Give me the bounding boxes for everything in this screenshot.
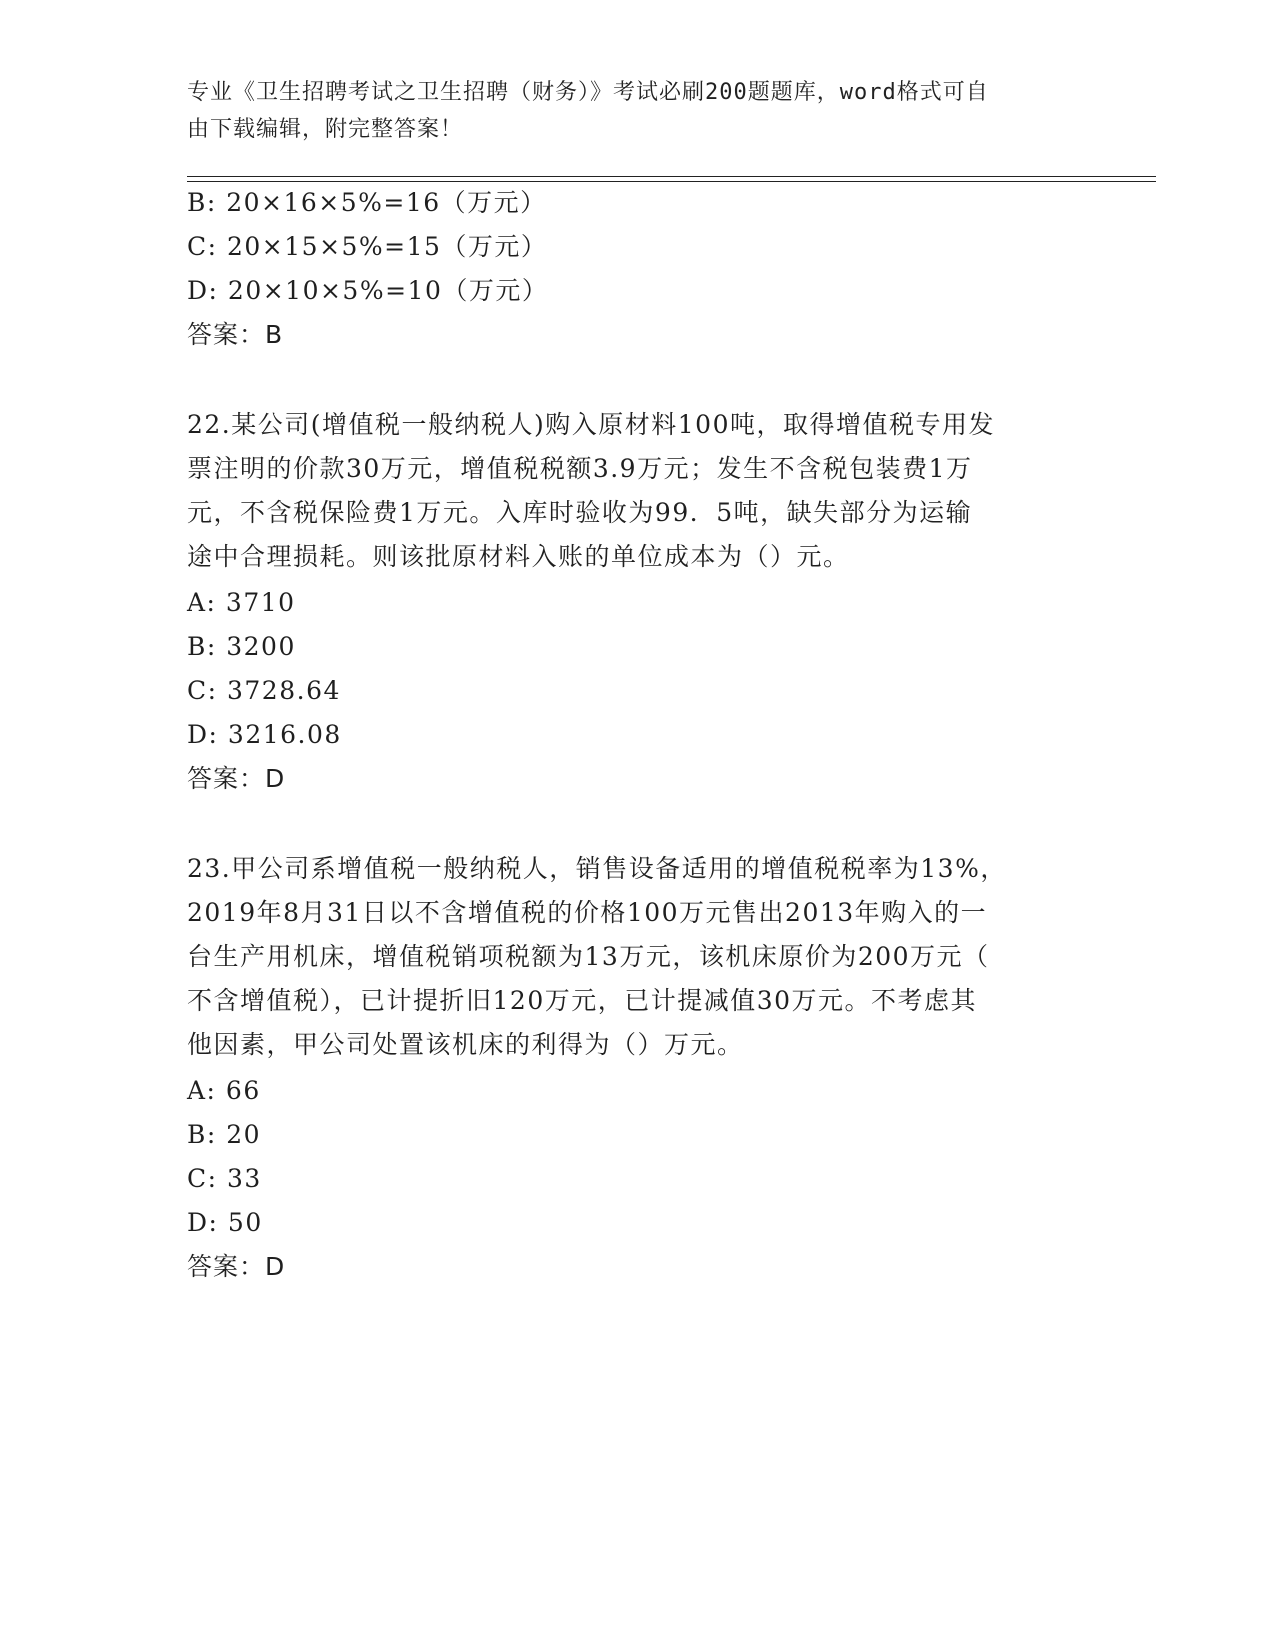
answer: 答案：D bbox=[187, 1252, 286, 1281]
question-text-line: 他因素，甲公司处置该机床的利得为（）万元。 bbox=[187, 1030, 744, 1059]
question-text-line: 票注明的价款30万元，增值税税额3.9万元；发生不含税包装费1万 bbox=[187, 454, 973, 483]
option-c: C: 3728.64 bbox=[187, 676, 341, 705]
option-b: B: 20 bbox=[187, 1120, 262, 1149]
question-text-line: 台生产用机床，增值税销项税额为13万元，该机床原价为200万元（ bbox=[187, 942, 990, 971]
header-line-2: 由下载编辑，附完整答案！ bbox=[187, 117, 464, 142]
answer: 答案：B bbox=[187, 320, 284, 349]
question-text-line: 不含增值税），已计提折旧120万元，已计提减值30万元。不考虑其 bbox=[187, 986, 978, 1015]
option-d: D: 20×10×5%=10（万元） bbox=[187, 276, 549, 305]
option-a: A: 3710 bbox=[187, 588, 296, 617]
option-c: C: 33 bbox=[187, 1164, 262, 1193]
option-d: D: 50 bbox=[187, 1208, 263, 1237]
answer: 答案：D bbox=[187, 764, 286, 793]
question-text-line: 元，不含税保险费1万元。入库时验收为99．5吨，缺失部分为运输 bbox=[187, 498, 973, 527]
question-text-line: 22.某公司(增值税一般纳税人)购入原材料100吨，取得增值税专用发 bbox=[187, 410, 995, 439]
question-text-line: 2019年8月31日以不含增值税的价格100万元售出2013年购入的一 bbox=[187, 898, 988, 927]
question-text-line: 23.甲公司系增值税一般纳税人，销售设备适用的增值税税率为13%， bbox=[187, 854, 1007, 883]
header-line-1: 专业《卫生招聘考试之卫生招聘（财务）》考试必刷200题题库，word格式可自 bbox=[187, 80, 989, 105]
header-text bbox=[187, 74, 1067, 148]
question-text-line: 途中合理损耗。则该批原材料入账的单位成本为（）元。 bbox=[187, 542, 850, 571]
option-b: B: 3200 bbox=[187, 632, 296, 661]
option-d: D: 3216.08 bbox=[187, 720, 342, 749]
option-c: C: 20×15×5%=15（万元） bbox=[187, 232, 548, 261]
option-a: A: 66 bbox=[187, 1076, 261, 1105]
option-b: B: 20×16×5%=16（万元） bbox=[187, 188, 547, 217]
